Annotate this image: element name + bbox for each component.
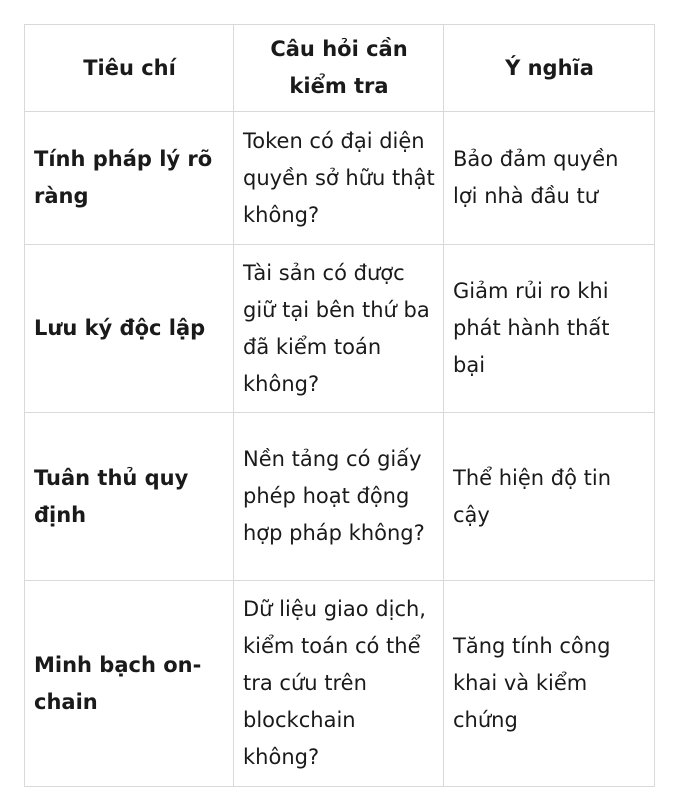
criterion-cell: Tuân thủ quy định xyxy=(25,413,234,581)
meaning-cell: Giảm rủi ro khi phát hành thất bại xyxy=(444,245,655,413)
meaning-cell: Bảo đảm quyền lợi nhà đầu tư xyxy=(444,112,655,245)
meaning-cell: Thể hiện độ tin cậy xyxy=(444,413,655,581)
meaning-cell: Tăng tính công khai và kiểm chứng xyxy=(444,581,655,787)
header-meaning: Ý nghĩa xyxy=(444,25,655,112)
header-question: Câu hỏi cần kiểm tra xyxy=(234,25,444,112)
header-criterion: Tiêu chí xyxy=(25,25,234,112)
table-row xyxy=(25,112,655,245)
criterion-cell: Minh bạch on-chain xyxy=(25,581,234,787)
table-row xyxy=(25,581,655,787)
question-cell: Tài sản có được giữ tại bên thứ ba đã kiểm toán không? xyxy=(234,245,444,413)
question-cell: Token có đại diện quyền sở hữu thật không? xyxy=(234,112,444,245)
question-cell: Nền tảng có giấy phép hoạt động hợp pháp không? xyxy=(234,413,444,581)
table-row xyxy=(25,413,655,581)
criterion-cell: Lưu ký độc lập xyxy=(25,245,234,413)
question-cell: Dữ liệu giao dịch, kiểm toán có thể tra cứu trên blockchain không? xyxy=(234,581,444,787)
table-row xyxy=(25,245,655,413)
table-header-row xyxy=(25,25,655,112)
criterion-cell: Tính pháp lý rõ ràng xyxy=(25,112,234,245)
criteria-table xyxy=(24,24,655,787)
